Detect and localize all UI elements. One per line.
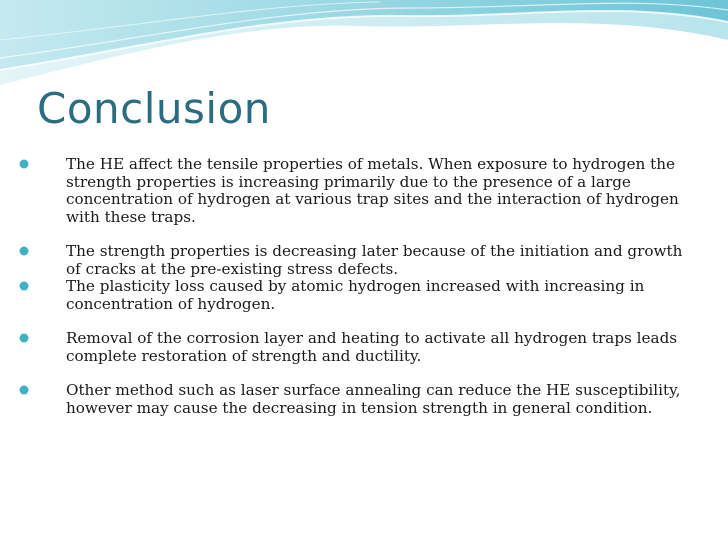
bullet-item — [18, 278, 698, 313]
bullet-icon — [18, 280, 30, 292]
bullet-item — [18, 382, 698, 417]
bullet-icon — [18, 158, 30, 170]
wave-header-decoration — [0, 0, 728, 90]
bullet-text: Other method such as laser surface annealing can reduce the HE susceptibility, however may cause the decreasing in tension strength in general condition. — [66, 381, 681, 417]
bullet-list — [18, 156, 698, 417]
bullet-item — [18, 156, 698, 226]
bullet-text: The strength properties is decreasing later because of the initiation and growth of cracks at the pre-existing stress defects. — [66, 242, 683, 278]
bullet-text: The plasticity loss caused by atomic hydrogen increased with increasing in concentration of hydrogen. — [66, 277, 645, 313]
bullet-icon — [18, 384, 30, 396]
bullet-text: Removal of the corrosion layer and heating to activate all hydrogen traps leads complete restoration of strength and ductility. — [66, 329, 678, 365]
bullet-item — [18, 330, 698, 365]
slide-title: Conclusion — [37, 84, 271, 133]
bullet-text: The HE affect the tensile properties of metals. When exposure to hydrogen the strength properties is increasing primarily due to the presence of a large concentration of hydrogen at various trap sites and the interaction of hydrogen with these traps. — [66, 155, 679, 226]
bullet-icon — [18, 332, 30, 344]
bullet-icon — [18, 245, 30, 257]
bullet-item — [18, 243, 698, 278]
